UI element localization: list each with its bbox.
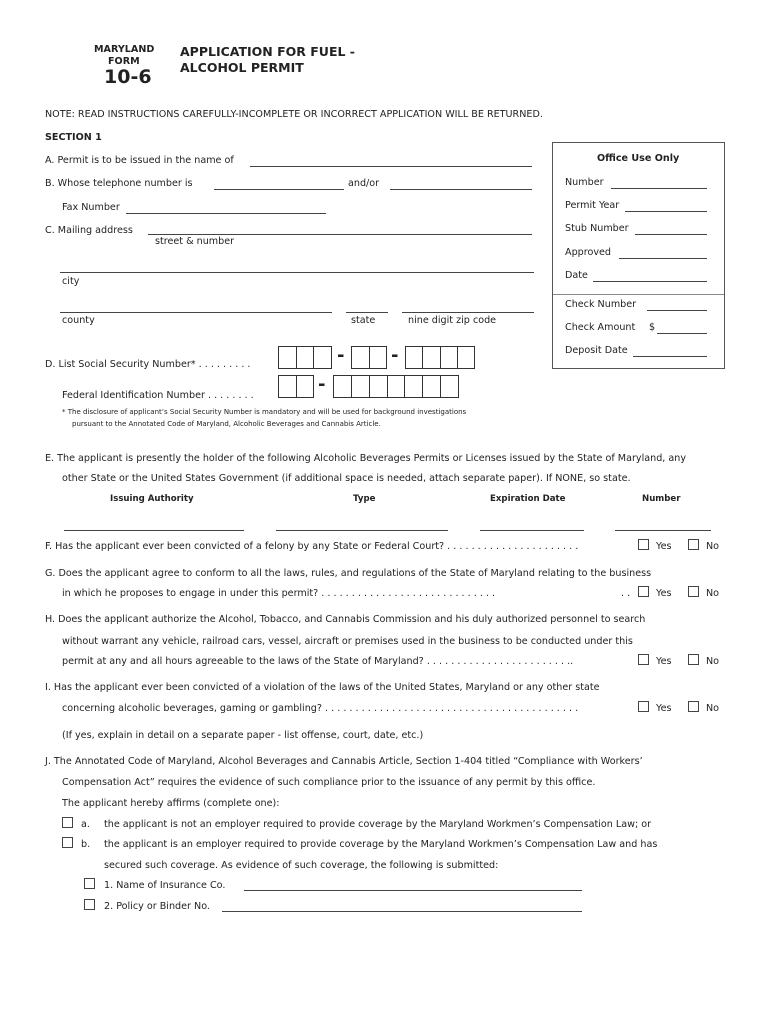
item-j-line2: Compensation Act” requires the evidence of such compliance prior to the issuance of any permit by this office. [62, 777, 596, 788]
office-use-title: Office Use Only [597, 153, 680, 164]
policy-checkbox[interactable] [84, 899, 95, 910]
office-check-amount-label: Check Amount [565, 322, 636, 333]
type-field[interactable] [276, 530, 448, 531]
number-field[interactable] [615, 530, 711, 531]
ssn-dash-1: - [337, 345, 345, 366]
fein-dash: - [318, 374, 326, 395]
state-label: MARYLAND [94, 44, 155, 55]
item-j-line3: The applicant hereby affirms (complete one): [62, 798, 280, 809]
fein-part2-boxes[interactable] [333, 375, 459, 398]
item-i-line2: concerning alcoholic beverages, gaming or gambling? . . . . . . . . . . . . . . . . . . . . . . . . . . . . . . . . . . . . . . . . . . [62, 703, 579, 714]
h-yes-label: Yes [656, 656, 672, 667]
state-caption: state [351, 315, 376, 326]
telephone-field[interactable] [214, 189, 344, 190]
fax-field[interactable] [126, 213, 326, 214]
j-b-letter: b. [81, 839, 91, 850]
office-approved-label: Approved [565, 247, 612, 258]
office-check-number-line[interactable] [647, 310, 707, 311]
col-type: Type [353, 494, 376, 504]
permit-name-field[interactable] [250, 166, 532, 167]
office-date-label: Date [565, 270, 588, 281]
item-c-label: C. Mailing address [45, 225, 133, 236]
col-expiration-date: Expiration Date [490, 494, 566, 504]
telephone-alt-field[interactable] [390, 189, 532, 190]
section-label: SECTION 1 [45, 132, 102, 143]
col-issuing-authority: Issuing Authority [110, 494, 194, 504]
office-number-line[interactable] [611, 188, 707, 189]
j-a-letter: a. [81, 819, 90, 830]
office-deposit-date-line[interactable] [633, 356, 707, 357]
insurance-label: 1. Name of Insurance Co. [104, 880, 226, 891]
item-g-line2: in which he proposes to engage in under this permit? . . . . . . . . . . . . . . . . . . . . . . . . . . . . . [62, 588, 496, 599]
ssn-part2-boxes[interactable] [351, 346, 387, 369]
ssn-part3-boxes[interactable] [405, 346, 475, 369]
office-deposit-date-label: Deposit Date [565, 345, 628, 356]
f-yes-checkbox[interactable] [638, 539, 649, 550]
county-field[interactable] [60, 312, 332, 313]
h-no-checkbox[interactable] [688, 654, 699, 665]
office-stub-number-line[interactable] [635, 234, 707, 235]
item-h-line1: H. Does the applicant authorize the Alcohol, Tobacco, and Cannabis Commission and his duly authorized personnel to search [45, 614, 646, 625]
item-b-label: B. Whose telephone number is [45, 178, 193, 189]
policy-label: 2. Policy or Binder No. [104, 901, 210, 912]
office-permit-year-label: Permit Year [565, 200, 620, 211]
g-no-label: No [706, 588, 720, 599]
insurance-checkbox[interactable] [84, 878, 95, 889]
col-number: Number [642, 494, 681, 504]
zip-caption: nine digit zip code [408, 315, 497, 326]
insurance-field[interactable] [244, 890, 582, 891]
state-field[interactable] [346, 312, 388, 313]
item-f-label: F. Has the applicant ever been convicted of a felony by any State or Federal Court? . . . . . . . . . . . . . . . . . . . . . . [45, 541, 579, 552]
item-i-note: (If yes, explain in detail on a separate paper - list offense, court, date, etc.) [62, 730, 424, 741]
office-check-amount-line[interactable] [657, 333, 707, 334]
item-e-line2: other State or the United States Government (if additional space is needed, attach separate paper). If NONE, so state. [62, 473, 631, 484]
city-field[interactable] [60, 272, 534, 273]
item-g-line1: G. Does the applicant agree to conform to all the laws, rules, and regulations of the State of Maryland relating to the business [45, 568, 652, 579]
ssn-dash-2: - [391, 345, 399, 366]
j-b-text-2: secured such coverage. As evidence of such coverage, the following is submitted: [104, 860, 499, 871]
item-e-line1: E. The applicant is presently the holder of the following Alcoholic Beverages Permits or Licenses issued by the State of Maryland, any [45, 453, 687, 464]
form-title-line1: APPLICATION FOR FUEL - [180, 44, 355, 59]
form-word: FORM [108, 56, 140, 67]
i-yes-label: Yes [656, 703, 672, 714]
zip-field[interactable] [402, 312, 534, 313]
office-permit-year-line[interactable] [625, 211, 707, 212]
fax-label: Fax Number [62, 202, 120, 213]
g-yes-label: Yes [656, 588, 672, 599]
j-b-checkbox[interactable] [62, 837, 73, 848]
street-caption: street & number [155, 236, 235, 247]
f-no-checkbox[interactable] [688, 539, 699, 550]
office-divider [553, 294, 724, 295]
j-a-text: the applicant is not an employer required to provide coverage by the Maryland Workmen’s Compensation Law; or [104, 819, 652, 830]
j-a-checkbox[interactable] [62, 817, 73, 828]
office-currency: $ [649, 322, 656, 333]
i-no-checkbox[interactable] [688, 701, 699, 712]
and-or-label: and/or [348, 178, 380, 189]
office-stub-number-label: Stub Number [565, 223, 629, 234]
item-d-label: D. List Social Security Number* . . . . . . . . . [45, 359, 251, 370]
g-no-checkbox[interactable] [688, 586, 699, 597]
ssn-part1-boxes[interactable] [278, 346, 332, 369]
item-h-line3: permit at any and all hours agreeable to the laws of the State of Maryland? . . . . . . . . . . . . . . . . . . . . . . . .. [62, 656, 574, 667]
j-b-text: the applicant is an employer required to provide coverage by the Maryland Workmen’s Compensation Law and has [104, 839, 658, 850]
g-yes-checkbox[interactable] [638, 586, 649, 597]
note: NOTE: READ INSTRUCTIONS CAREFULLY-INCOMPLETE OR INCORRECT APPLICATION WILL BE RETURNED. [45, 109, 543, 120]
office-number-label: Number [565, 177, 604, 188]
footnote-line1: * The disclosure of applicant’s Social Security Number is mandatory and will be used for background investigations [62, 408, 467, 416]
office-use-box [552, 142, 725, 369]
footnote-line2: pursuant to the Annotated Code of Maryland, Alcoholic Beverages and Cannabis Article. [72, 420, 381, 428]
city-caption: city [62, 276, 80, 287]
office-approved-line[interactable] [619, 258, 707, 259]
issuing-authority-field[interactable] [64, 530, 244, 531]
expiration-date-field[interactable] [480, 530, 584, 531]
form-number: 10-6 [104, 66, 152, 88]
f-yes-label: Yes [656, 541, 672, 552]
office-date-line[interactable] [593, 281, 707, 282]
street-field[interactable] [148, 234, 532, 235]
item-j-line1: J. The Annotated Code of Maryland, Alcohol Beverages and Cannabis Article, Section 1-404 titled “Compliance with Workers’ [45, 756, 643, 767]
i-yes-checkbox[interactable] [638, 701, 649, 712]
h-no-label: No [706, 656, 720, 667]
i-no-label: No [706, 703, 720, 714]
item-h-line2: without warrant any vehicle, railroad cars, vessel, aircraft or premises used in the business to be conducted under this [62, 636, 633, 647]
item-a-label: A. Permit is to be issued in the name of [45, 155, 234, 166]
policy-field[interactable] [222, 911, 582, 912]
county-caption: county [62, 315, 95, 326]
h-yes-checkbox[interactable] [638, 654, 649, 665]
office-check-number-label: Check Number [565, 299, 637, 310]
fein-label: Federal Identification Number . . . . . . . . [62, 390, 254, 401]
item-g-dots: . . [621, 588, 631, 599]
fein-part1-boxes[interactable] [278, 375, 314, 398]
form-title-line2: ALCOHOL PERMIT [180, 60, 304, 75]
item-i-line1: I. Has the applicant ever been convicted of a violation of the laws of the United States, Maryland or any other state [45, 682, 600, 693]
f-no-label: No [706, 541, 720, 552]
